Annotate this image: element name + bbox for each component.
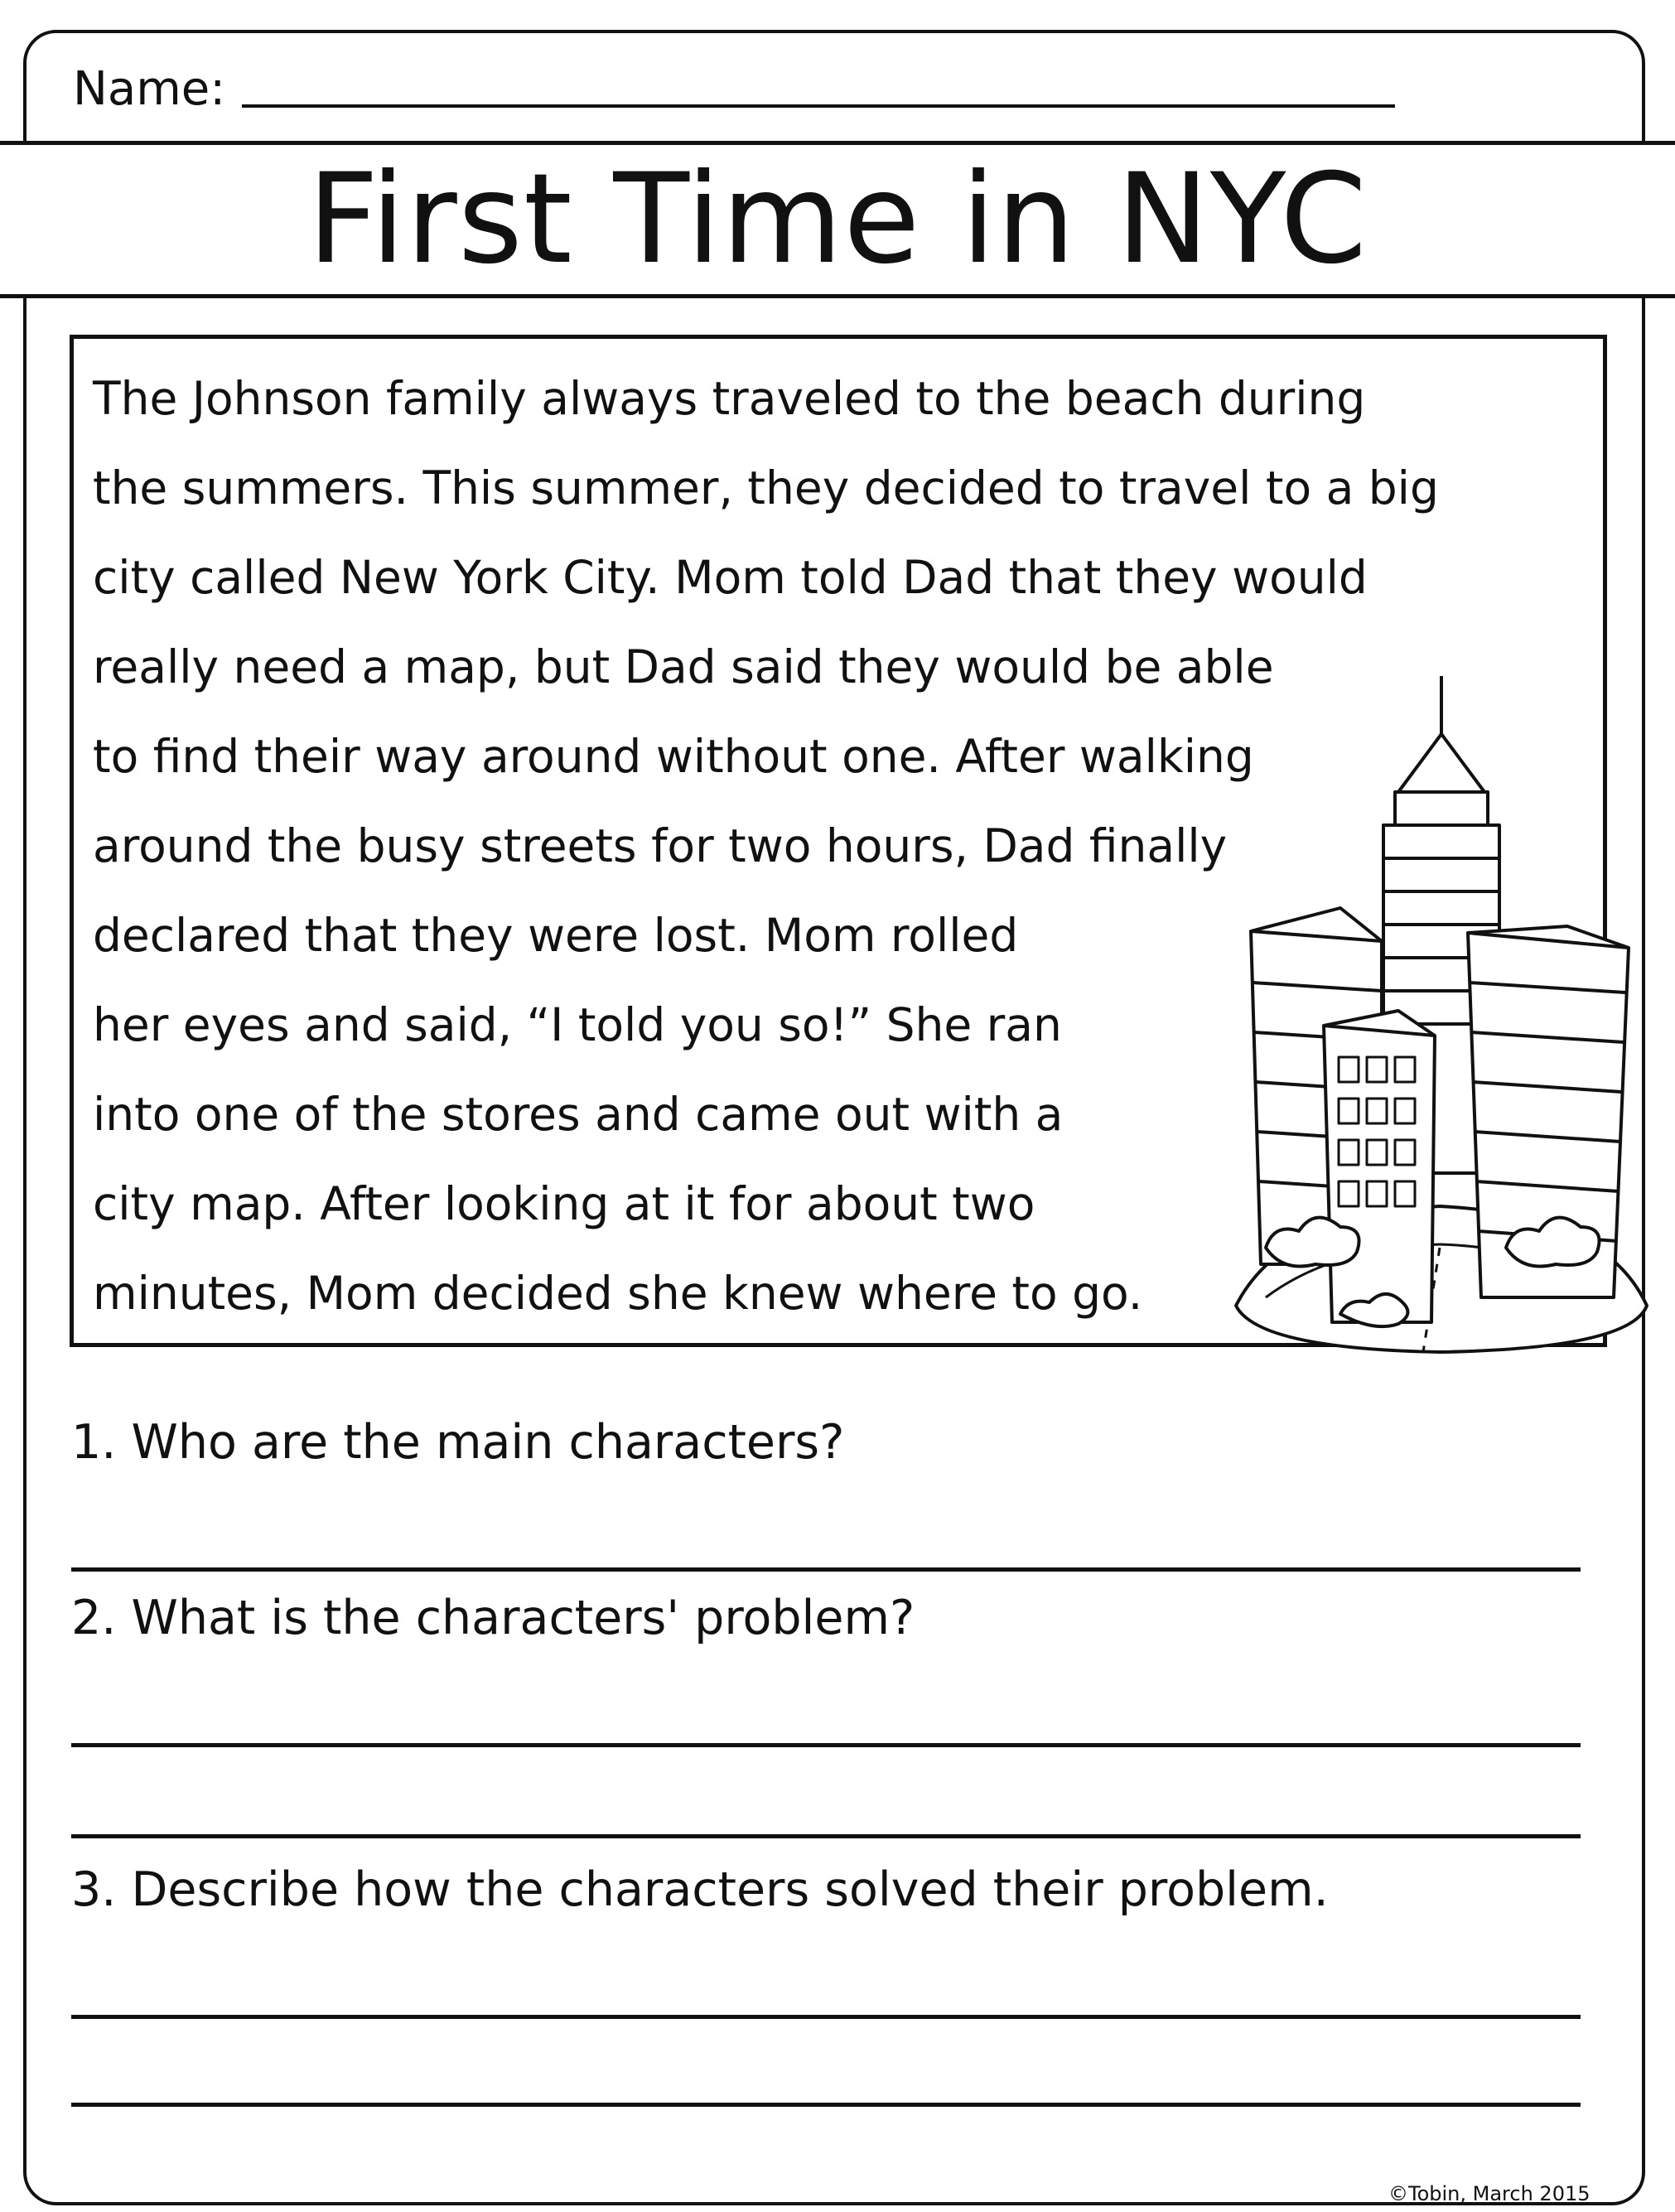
story-line: minutes, Mom decided she knew where to go. (93, 1267, 1143, 1320)
answer-line-3a[interactable] (71, 2015, 1581, 2019)
question-1: 1. Who are the main characters? (71, 1415, 845, 1470)
story-line: The Johnson family always traveled to the beach during (93, 372, 1366, 425)
story-line: to find their way around without one. After walking (93, 730, 1254, 783)
story-line: into one of the stores and came out with a (93, 1088, 1064, 1141)
question-3: 3. Describe how the characters solved their problem. (71, 1862, 1329, 1917)
story-line: city map. After looking at it for about two (93, 1177, 1035, 1230)
story-line: her eyes and said, “I told you so!” She ran (93, 998, 1062, 1051)
answer-line-2b[interactable] (71, 1834, 1581, 1838)
name-label: Name: (73, 62, 226, 116)
copyright-note: ©Tobin, March 2015 (1388, 2182, 1591, 2205)
answer-line-2a[interactable] (71, 1743, 1581, 1747)
page-title: First Time in NYC (307, 147, 1368, 292)
city-skyline-icon (1233, 668, 1652, 1354)
story-line: city called New York City. Mom told Dad that they would (93, 551, 1368, 604)
answer-line-1[interactable] (71, 1567, 1581, 1572)
story-line: declared that they were lost. Mom rolled (93, 909, 1019, 962)
story-line: around the busy streets for two hours, Dad finally (93, 819, 1228, 872)
name-field[interactable] (242, 104, 1395, 108)
story-line: really need a map, but Dad said they would be able (93, 640, 1274, 693)
question-2: 2. What is the characters' problem? (71, 1591, 915, 1645)
answer-line-3b[interactable] (71, 2103, 1581, 2107)
story-line: the summers. This summer, they decided to travel to a big (93, 461, 1439, 514)
